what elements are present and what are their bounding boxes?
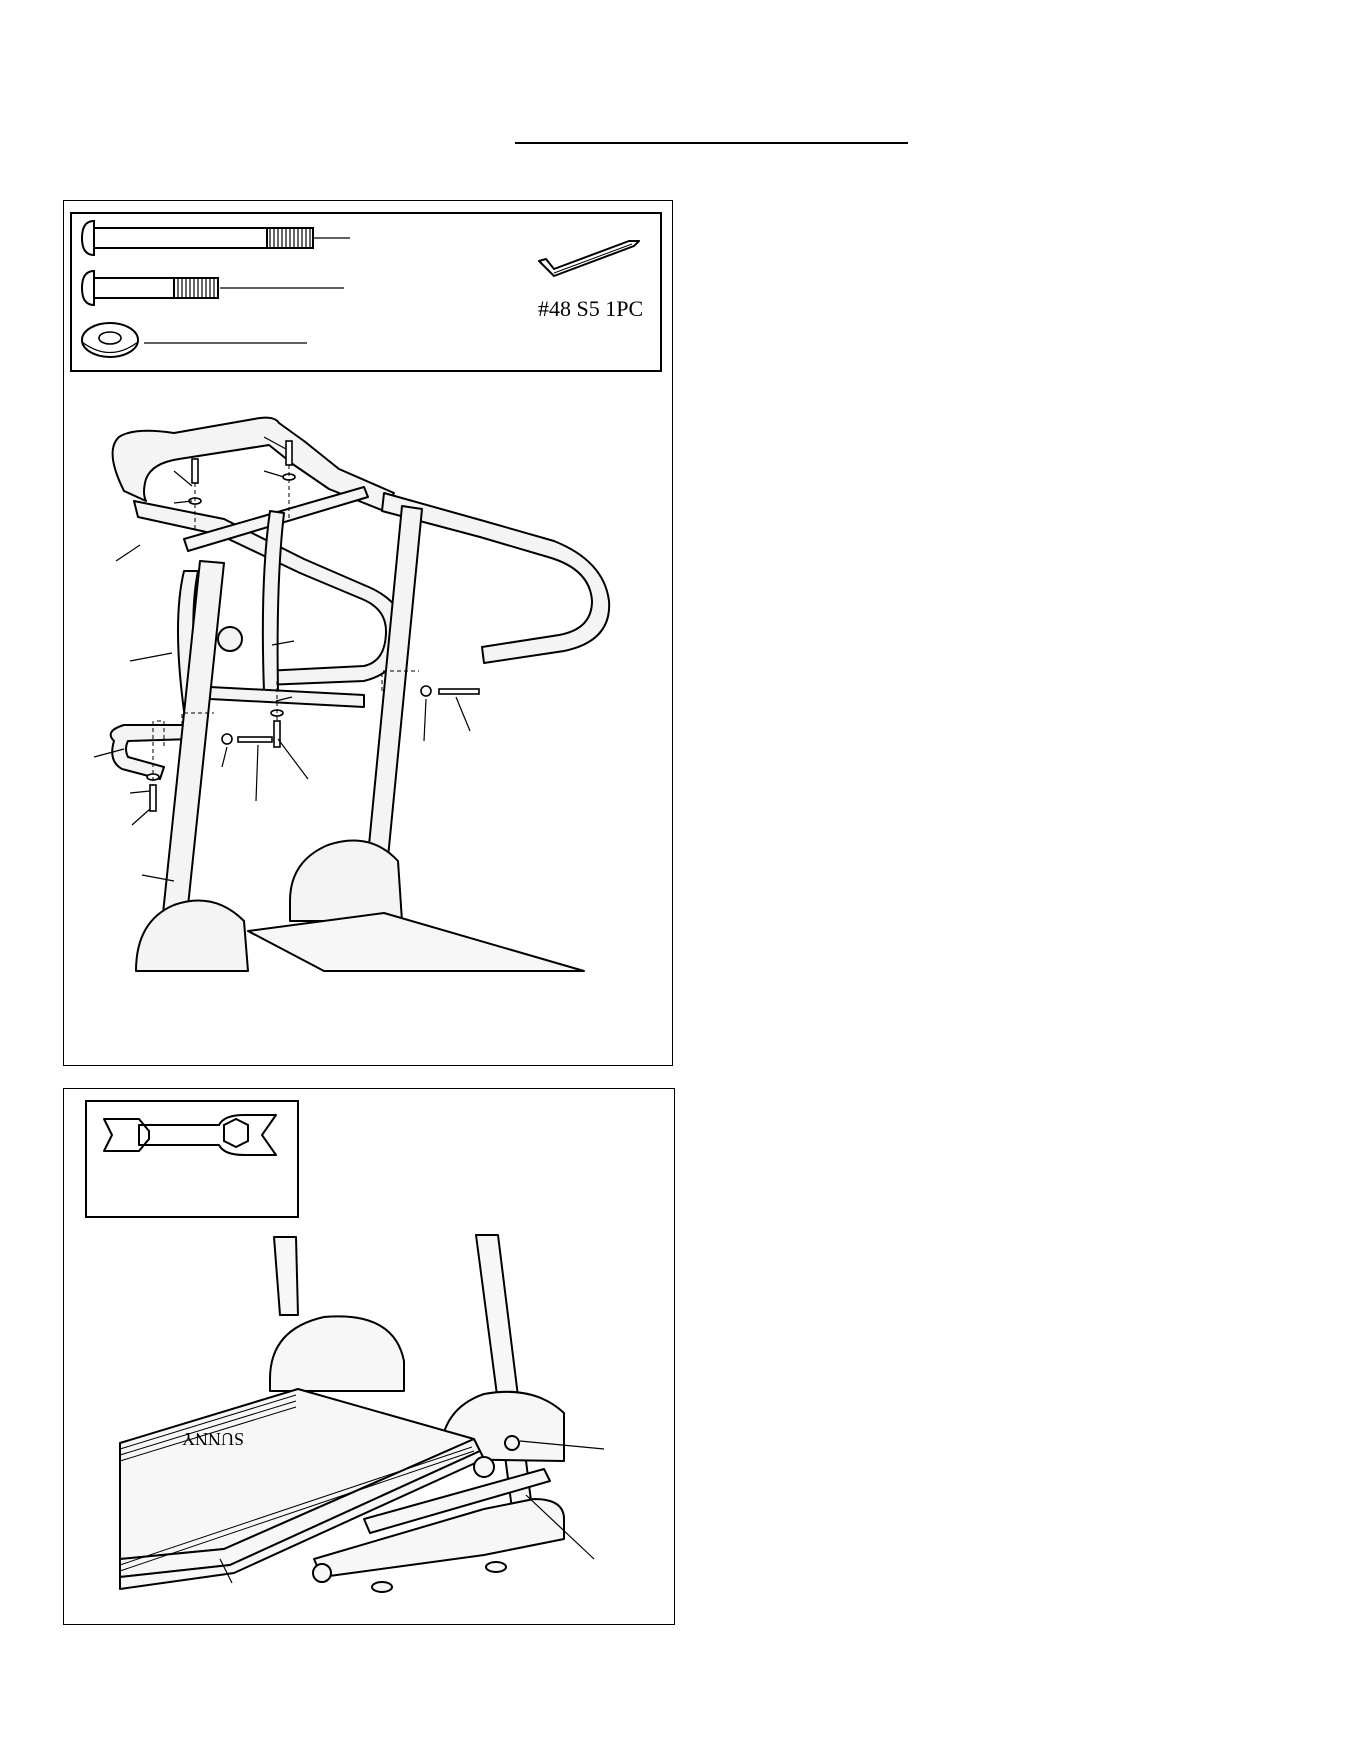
bolt-top-left — [192, 459, 198, 483]
transport-wheel — [313, 1564, 331, 1582]
wrench-tool-box — [86, 1101, 298, 1217]
step-diagram-frame-bolts — [63, 1088, 675, 1625]
adjustment-knob — [218, 627, 242, 651]
foot-pad-left — [372, 1582, 392, 1592]
frame-bolt-drawing — [64, 1089, 673, 1623]
bolt-lower-left — [150, 785, 156, 811]
center-cross-tube — [210, 687, 364, 707]
side-bolt-right — [439, 689, 479, 694]
bolt-lower-center — [274, 721, 280, 747]
treadmill-base-drawing — [120, 1235, 564, 1592]
wrench-hex-hole — [224, 1119, 248, 1147]
side-washer-left — [222, 734, 232, 744]
hardware-parts-box — [71, 213, 661, 371]
frame-bolt-head — [505, 1436, 519, 1450]
rear-upright — [274, 1237, 298, 1315]
side-bolt-left — [238, 737, 272, 742]
handrail-assembly-drawing — [64, 201, 671, 1064]
center-support-tube — [263, 511, 284, 691]
left-motor-hood — [136, 901, 248, 971]
title-underline — [515, 142, 908, 144]
step-diagram-handrail-assembly — [63, 200, 673, 1066]
brand-logo: SUNNY — [181, 1429, 244, 1449]
bolt-top-right — [286, 441, 292, 465]
foot-pad-right — [486, 1562, 506, 1572]
allen-key-label: #48 S5 1PC — [538, 296, 644, 321]
side-washer-right — [421, 686, 431, 696]
rear-hood — [270, 1316, 404, 1391]
tension-knob — [474, 1457, 494, 1477]
handrail-frame-drawing — [111, 418, 610, 971]
instruction-text-area — [710, 200, 1330, 1620]
right-motor-hood — [290, 841, 402, 921]
